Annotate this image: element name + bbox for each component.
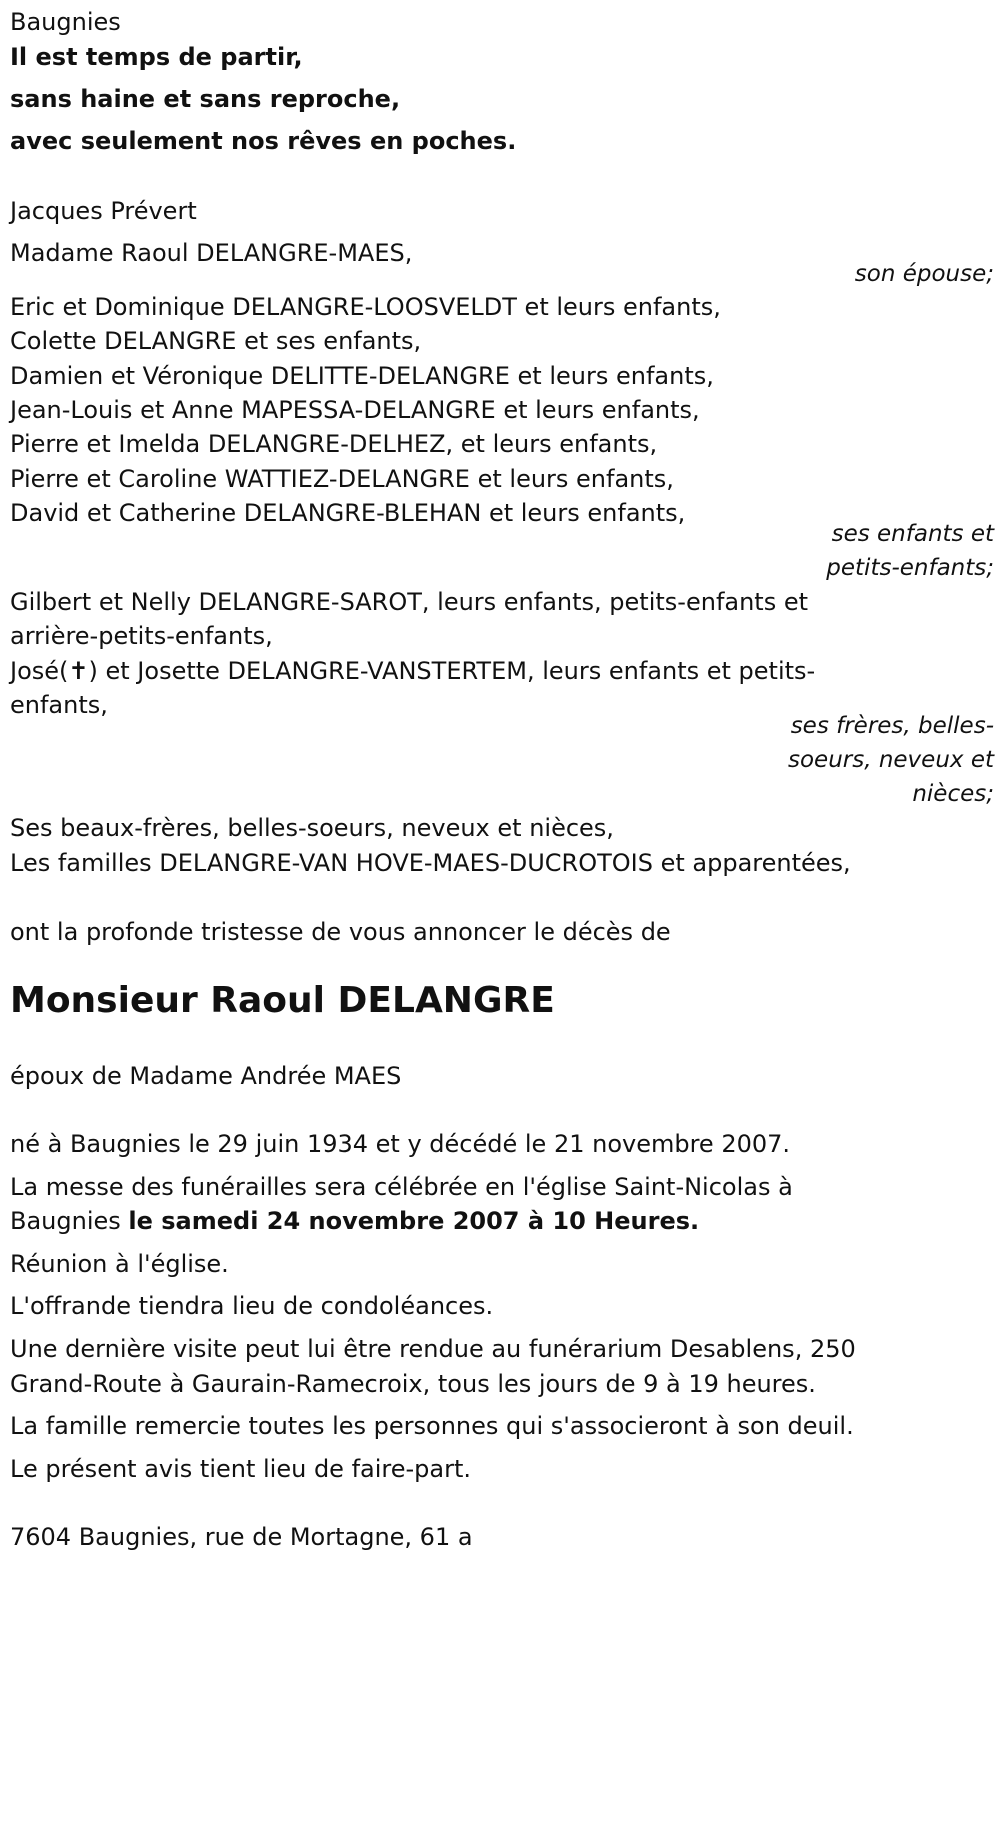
thanks-line: La famille remercie toutes les personnes qui s'associeront à son deuil. <box>10 1412 854 1440</box>
spouse-line: Madame Raoul DELANGRE-MAES, <box>10 239 413 267</box>
meeting-line: Réunion à l'église. <box>10 1250 229 1278</box>
poem-line-2: sans haine et sans reproche, <box>10 85 401 113</box>
children-role-2: petits-enfants; <box>826 555 994 581</box>
child-line-1: Eric et Dominique DELANGRE-LOOSVELDT et leurs enfants, <box>10 293 721 321</box>
siblings-role-3: nièces; <box>912 781 994 807</box>
address-line: 7604 Baugnies, rue de Mortagne, 61 a <box>10 1523 473 1551</box>
poem-line-1: Il est temps de partir, <box>10 43 303 71</box>
offering-line: L'offrande tiendra lieu de condoléances. <box>10 1292 494 1320</box>
poem-line-3: avec seulement nos rêves en poches. <box>10 127 517 155</box>
child-line-5: Pierre et Imelda DELANGRE-DELHEZ, et leurs enfants, <box>10 430 658 458</box>
children-role-1: ses enfants et <box>831 521 994 547</box>
siblings-role-2: soeurs, neveux et <box>787 747 994 773</box>
child-line-2: Colette DELANGRE et ses enfants, <box>10 327 422 355</box>
location-header: Baugnies <box>10 8 121 36</box>
mass-line-1: La messe des funérailles sera célébrée en l'église Saint-Nicolas à <box>10 1173 793 1201</box>
others-line-2: Les familles DELANGRE-VAN HOVE-MAES-DUCROTOIS et apparentées, <box>10 849 851 877</box>
sibling-line-3: José(✝) et Josette DELANGRE-VANSTERTEM, leurs enfants et petits- <box>10 657 816 685</box>
spouse-of: époux de Madame Andrée MAES <box>10 1062 402 1090</box>
sibling-line-1: Gilbert et Nelly DELANGRE-SAROT, leurs enfants, petits-enfants et <box>10 588 809 616</box>
child-line-6: Pierre et Caroline WATTIEZ-DELANGRE et leurs enfants, <box>10 465 674 493</box>
visit-line-2: Grand-Route à Gaurain-Ramecroix, tous les jours de 9 à 19 heures. <box>10 1370 816 1398</box>
mass-line-2 <box>10 1201 996 1241</box>
spouse-role: son épouse; <box>854 261 994 287</box>
child-line-7: David et Catherine DELANGRE-BLEHAN et leurs enfants, <box>10 499 686 527</box>
child-line-3: Damien et Véronique DELITTE-DELANGRE et leurs enfants, <box>10 362 714 390</box>
sibling-line-2: arrière-petits-enfants, <box>10 622 273 650</box>
others-line-1: Ses beaux-frères, belles-soeurs, neveux et nièces, <box>10 814 614 842</box>
deceased-name: Monsieur Raoul DELANGRE <box>10 980 555 1021</box>
mass-line-2-prefix: Baugnies <box>10 1207 129 1235</box>
siblings-role-1: ses frères, belles- <box>790 713 994 739</box>
sibling-line-4: enfants, <box>10 691 108 719</box>
mass-date: le samedi 24 novembre 2007 à 10 Heures. <box>128 1207 700 1235</box>
child-line-4: Jean-Louis et Anne MAPESSA-DELANGRE et leurs enfants, <box>10 396 700 424</box>
visit-line-1: Une dernière visite peut lui être rendue au funérarium Desablens, 250 <box>10 1335 856 1363</box>
announcement: ont la profonde tristesse de vous annoncer le décès de <box>10 918 671 946</box>
poem-author: Jacques Prévert <box>10 197 197 225</box>
birth-death: né à Baugnies le 29 juin 1934 et y décédé le 21 novembre 2007. <box>10 1130 791 1158</box>
notice-line: Le présent avis tient lieu de faire-part. <box>10 1455 472 1483</box>
